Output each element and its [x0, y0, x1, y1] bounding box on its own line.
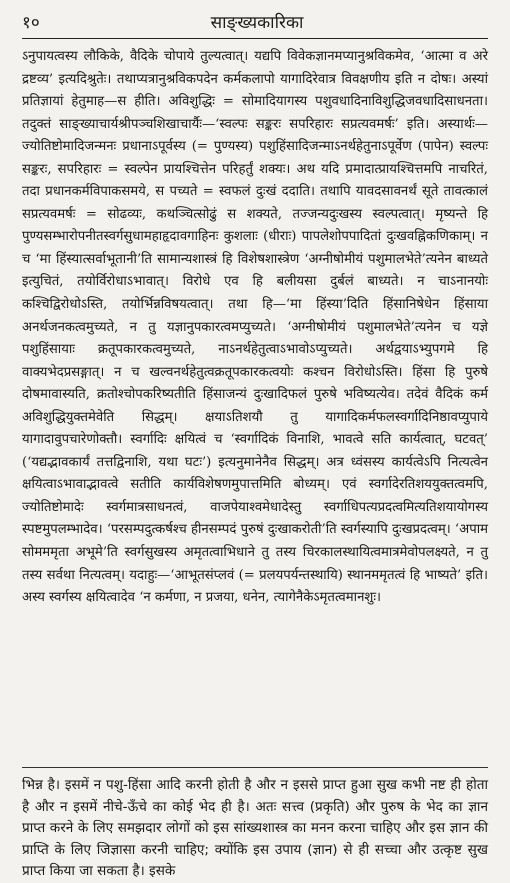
page-header	[22, 10, 492, 36]
header-rule	[22, 38, 488, 39]
page-number: १०	[22, 13, 40, 33]
section-divider	[22, 767, 488, 768]
sanskrit-commentary: ऽनुपायत्वस्य लौकिके, वैदिके चोपाये तुल्यत्वात्। यद्यपि विवेकज्ञानमप्यानुश्रविकमेव, ‘आत्मा व अरे द्रष्टव्य’ इत्यदिश्रुतेः। तथाप्यत्रानुश्रविकपदेन कर्मकलापो यागादिरेवात्र विवक्षणीय इति न दोषः। अस्यां प्रतिज्ञायां हेतुमाह—स हीति। अविशुद्धिः = सोमादियागस्य पशुवधादिनाविशुद्धिजवधादिसाधनता। तदुक्तं साङ्ख्याचार्यश्रीपञ्चशिखाचार्यैः—‘स्वल्पः सङ्करः सपरिहारः सप्रत्यवमर्षः’ इति। अस्यार्थः—ज्योतिष्टोमादिजन्मनः प्रधानाऽपूर्वस्य (= पुण्यस्य) पशुहिंसादिजन्माऽनर्थहेतुनाऽपूर्वेण (पापेन) स्वल्पः सङ्करः, सपरिहारः = स्वल्पेन प्रायश्चित्तेन परिहर्तुं शक्यः। अथ यदि प्रमादात्प्रायश्चित्तमपि नाचरितं, तदा प्रधानकर्मविपाकसमये, स पच्यते = स्वफलं दुःखं ददाति। तथापि यावदसावनर्थं सूते तावत्कालं सप्रत्यवमर्षः = सोढव्यः, कथञ्चित्सोढुं स शक्यते, तज्जन्यदुःखस्य स्वल्पत्वात्। मृष्यन्ते हि पुण्यसम्भारोपनीतस्वर्गसुधामहाहृदावगाहिनः कुशलाः (धीराः) पापलेशोपपादितां दुःखवह्निकणिकाम्। न च ‘मा हिंस्यात्सर्वाभूतानी’ति सामान्यशास्त्रं हि विशेषशास्त्रेण ‘अग्नीषोमीयं पशुमालभेते’त्यनेन बाध्यते इत्युचितं, तयोर्विरोधाऽभावात्। विरोधे एव हि बलीयसा दुर्बलं बाध्यते। न चाऽनानयोः कश्चिद्विरोधोऽस्ति, तयोर्भिन्नविषयत्वात्। तथा हि—‘मा हिंस्या’दिति हिंसानिषेधेन हिंसाया अनर्थजनकत्वमुच्यते, न तु यज्ञानुपकारत्वमप्युच्यते। ‘अग्नीषोमीयं पशुमालभेते’त्यनेन च यज्ञे पशुहिंसायाः क्रतूपकारकत्वमुच्यते, नाऽनर्थहेतुत्वाऽभावोऽप्युच्यते। अर्थद्वयाऽभ्युपगमे हि वाक्यभेदप्रसङ्गात्। न च खल्वनर्थहेतुत्वक्रतूपकारकत्वयोः कश्चन विरोधोऽस्ति। हिंसा हि पुरुषे दोषमावास्यति, क्रतोश्चोपकरिष्यतीति हिंसाजन्यं दुःखादिफलं पुरुषे भविष्यत्येव। तदेवं वैदिकं कर्म अविशुद्धियुक्तमेवेति सिद्धम्। क्षयाऽतिशयौ तु यागादिकर्मफलस्वर्गादिनिष्ठावप्युपाये यागादावुपचारेणोक्तौ। स्वर्गादिः क्षयित्वं च ‘स्वर्गादिकं विनाशि, भावत्वे सति कार्यत्वात्, घटवत्’ (‘यद्यद्भावकार्यं तत्तद्विनाशि, यथा घटः’) इत्यनुमानेनैव सिद्धम्। अत्र ध्वंसस्य कार्यत्वेऽपि नित्यत्वेन क्षयित्वाऽभावाद्भावत्वे सतीति कार्यविशेषणमुपात्तमिति बोध्यम्। एवं स्वर्गादेरतिशययुक्तत्वमपि, ज्योतिष्टोमादेः स्वर्गमात्रसाधनत्वं, वाजपेयाश्वमेधादेस्तु स्वर्गाधिपत्यप्रदत्वमित्यतिशयायोगस्य स्पष्टमुपलम्भादेव। ‘परसम्पदुत्कर्षश्च हीनसम्पदं पुरुषं दुःखाकरोती’ति स्वर्गस्यापि दुःखप्रदत्वम्। ‘अपाम सोमममृता अभूमे’ति स्वर्गसुखस्य अमृतत्वाभिधाने तु तस्य चिरकालस्थायित्वमात्रमेवोपलक्ष्यते, न तु तस्य सर्वथा नित्यत्वम्। यदाहुः—‘आभूतसंप्लवं (= प्रलयपर्यन्तस्थायि) स्थानममृतत्वं हि भाष्यते’ इति। अस्य स्वर्गस्य क्षयित्वादेव ‘न कर्मणा, न प्रजया, धनेन, त्यागेनैकेऽमृतत्वमानशुः।	[22, 49, 493, 606]
running-title: साङ्ख्यकारिका	[210, 13, 304, 33]
hindi-translation: भिन्न है। इसमें न पशु-हिंसा आदि करनी होती है और न इससे प्राप्त हुआ सुख कभी नष्ट ही होता है और न इसमें नीचे-ऊँचे का कोई भेद ही है। अतः सत्त्व (प्रकृति) और पुरुष के भेद का ज्ञान प्राप्त करने के लिए समझदार लोगों को इस सांख्यशास्त्र का मनन करना चाहिए और इस ज्ञान की प्राप्ति के लिए जिज्ञासा करनी चाहिए; क्योंकि इस उपाय (ज्ञान) से ही सच्चा और उत्कृष्ट सुख प्राप्त किया जा सकता है। इसके	[22, 777, 493, 880]
